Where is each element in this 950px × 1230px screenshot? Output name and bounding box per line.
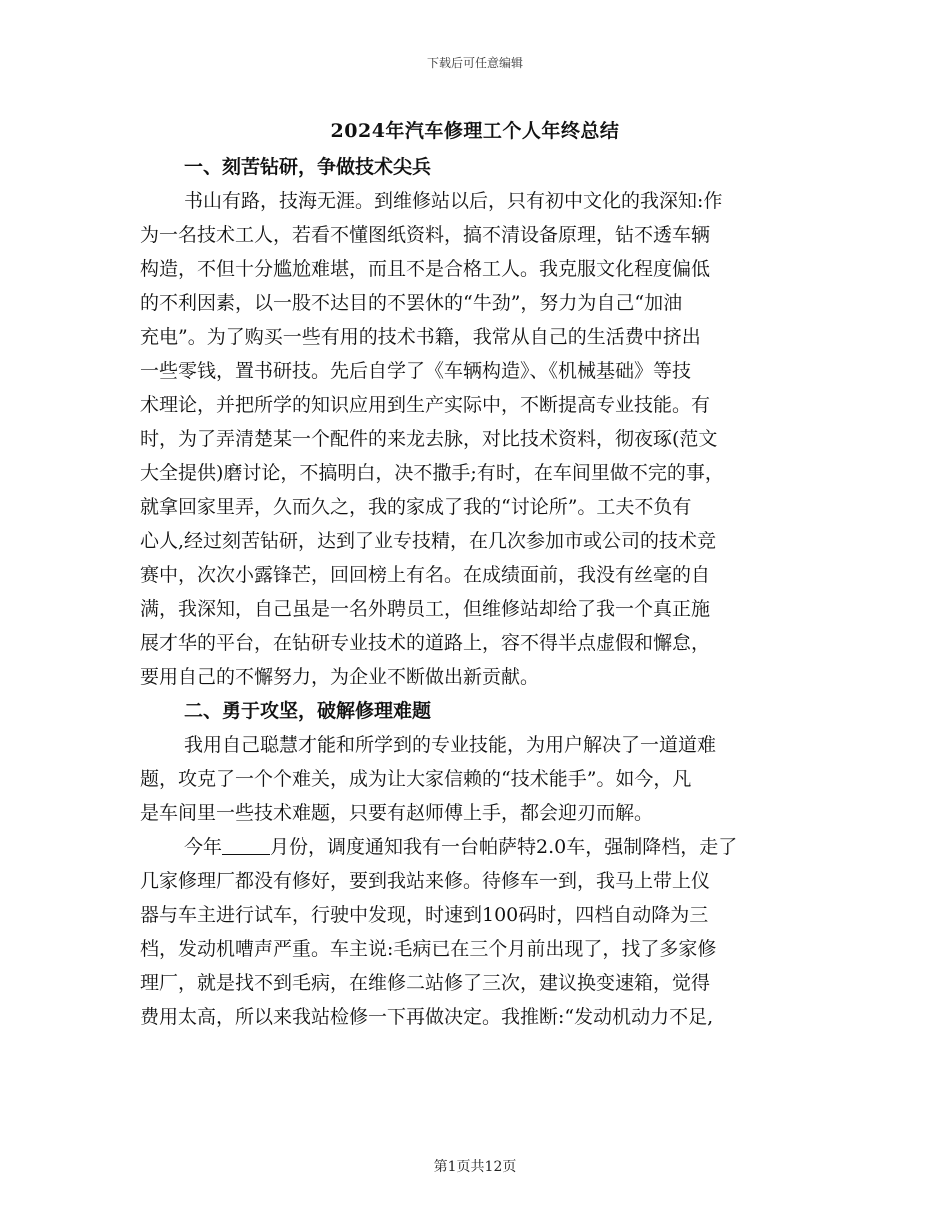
paragraph-line: 时，为了弄清楚某一个配件的来龙去脉，对比技术资料，彻夜琢(范文 <box>140 428 718 450</box>
paragraph-line: 几家修理厂都没有修好，要到我站来修。待修车一到，我马上带上仪 <box>140 870 711 892</box>
paragraph-line: 满，我深知，自己虽是一名外聘员工，但维修站却给了我一个真正施 <box>140 598 711 620</box>
paragraph-line: 费用太高，所以来我站检修一下再做决定。我推断:“发动机动力不足, <box>140 1006 714 1028</box>
fill-in-blank <box>222 835 270 855</box>
paragraph-line: 就拿回家里弄，久而久之，我的家成了我的“讨论所”。工夫不负有 <box>140 496 692 518</box>
page-footer: 第1页共12页 <box>433 1159 517 1175</box>
section-heading: 一、刻苦钻研，争做技术尖兵 <box>184 156 432 178</box>
paragraph-line: 赛中，次次小露锋芒，回回榜上有名。在成绩面前，我没有丝毫的自 <box>140 564 711 586</box>
line-suffix: 月份，调度通知我有一台帕萨特2.0车，强制降档，走了 <box>270 836 738 858</box>
paragraph-line: 充电”。为了购买一些有用的技术书籍，我常从自己的生活费中挤出 <box>140 326 701 348</box>
paragraph-line: 我用自己聪慧才能和所学到的专业技能，为用户解决了一道道难 <box>184 734 717 756</box>
paragraph-line: 为一名技术工人，若看不懂图纸资料，搞不清设备原理，钻不透车辆 <box>140 224 711 246</box>
paragraph-line: 术理论，并把所学的知识应用到生产实际中，不断提高专业技能。有 <box>140 394 711 416</box>
document-title: 2024年汽车修理工个人年终总结 <box>330 120 620 142</box>
header-note: 下载后可任意编辑 <box>426 56 523 70</box>
paragraph-line: 要用自己的不懈努力，为企业不断做出新贡献。 <box>140 666 540 688</box>
paragraph-line: 心人,经过刻苦钻研，达到了业专技精，在几次参加市或公司的技术竞 <box>140 530 717 552</box>
paragraph-line: 档，发动机嘈声严重。车主说:毛病已在三个月前出现了，找了多家修 <box>140 938 717 960</box>
paragraph-line: 是车间里一些技术难题，只要有赵师傅上手，都会迎刃而解。 <box>140 802 654 824</box>
line-prefix: 今年 <box>184 836 223 858</box>
paragraph-line: 展才华的平台，在钻研专业技术的道路上，容不得半点虚假和懈怠， <box>140 632 711 654</box>
paragraph-line: 构造，不但十分尴尬难堪，而且不是合格工人。我克服文化程度偏低 <box>140 258 711 280</box>
paragraph-line: 题，攻克了一个个难关，成为让大家信赖的“技术能手”。如今，凡 <box>140 768 692 790</box>
document-body <box>140 150 820 1034</box>
paragraph-line: 大全提供)磨讨论，不搞明白，决不撒手;有时，在车间里做不完的事， <box>140 462 724 484</box>
paragraph-line: 一些零钱，置书研技。先后自学了《车辆构造》、《机械基础》等技 <box>140 360 692 382</box>
paragraph-line: 器与车主进行试车，行驶中发现，时速到100码时，四档自动降为三 <box>140 904 709 926</box>
paragraph-line <box>140 830 820 864</box>
paragraph-line: 的不利因素，以一股不达目的不罢休的“牛劲”，努力为自己“加油 <box>140 292 683 314</box>
section-heading: 二、勇于攻坚，破解修理难题 <box>184 700 432 722</box>
paragraph-line: 理厂，就是找不到毛病，在维修二站修了三次，建议换变速箱，觉得 <box>140 972 711 994</box>
paragraph-line: 书山有路，技海无涯。到维修站以后，只有初中文化的我深知:作 <box>184 190 723 212</box>
